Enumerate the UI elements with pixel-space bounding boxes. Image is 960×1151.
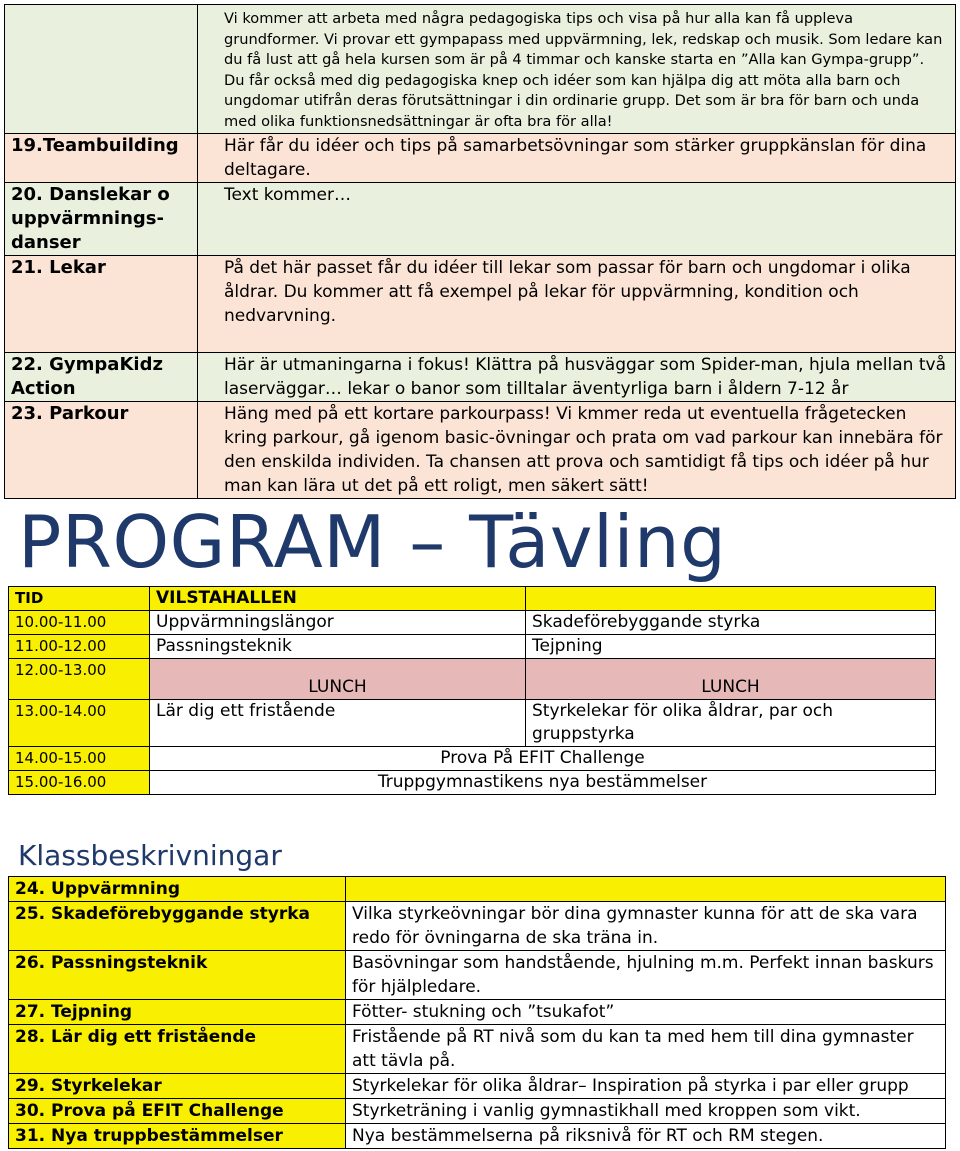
class-row (9, 1025, 946, 1074)
schedule-session-combined: Truppgymnastikens nya bestämmelser (150, 771, 936, 795)
schedule-row (9, 659, 936, 700)
class-name: 25. Skadeförebyggande styrka (9, 902, 346, 951)
course-description: Här får du idéer och tips på samarbetsövningar som stärker gruppkänslan för dina deltagare. (198, 134, 956, 183)
course-number-line: 20. Danslekar o (11, 184, 170, 205)
class-description: Nya bestämmelserna på riksnivå för RT och RM stegen. (346, 1124, 946, 1149)
course-row (5, 134, 956, 183)
class-row (9, 1000, 946, 1025)
schedule-session: Uppvärmningslängor (150, 611, 526, 635)
schedule-table (8, 586, 936, 795)
class-name: 27. Tejpning (9, 1000, 346, 1025)
class-description: Vilka styrkeövningar bör dina gymnaster kunna för att de ska vara redo för övningarna de ska träna in. (346, 902, 946, 951)
course-number: 23. Parkour (5, 402, 198, 499)
schedule-session: Styrkelekar för olika åldrar, par och gruppstyrka (526, 700, 936, 747)
class-description: Basövningar som handstående, hjulning m.m. Perfekt innan baskurs för hjälpledare. (346, 951, 946, 1000)
schedule-session: Passningsteknik (150, 635, 526, 659)
schedule-session: Tejpning (526, 635, 936, 659)
schedule-header-empty (526, 587, 936, 611)
class-row (9, 902, 946, 951)
course-number-line: 22. GympaKidz (11, 354, 163, 375)
class-row (9, 1099, 946, 1124)
class-name: 24. Uppvärmning (9, 877, 346, 902)
course-row (5, 5, 956, 134)
schedule-lunch: LUNCH (150, 659, 526, 700)
course-number: 21. Lekar (5, 256, 198, 353)
class-row (9, 951, 946, 1000)
schedule-time: 11.00-12.00 (9, 635, 150, 659)
course-row (5, 183, 956, 256)
class-row (9, 1124, 946, 1149)
course-description: På det här passet får du idéer till lekar som passar för barn och ungdomar i olika åldrar. Du kommer att få exempel på lekar för uppvärmning, kondition och nedvarvning. (198, 256, 956, 353)
class-name: 29. Styrkelekar (9, 1074, 346, 1099)
class-descriptions-title: Klassbeskrivningar (18, 839, 282, 872)
schedule-time: 12.00-13.00 (9, 659, 150, 700)
course-description: Vi kommer att arbeta med några pedagogiska tips och visa på hur alla kan få uppleva grundformer. Vi provar ett gympapass med uppvärmning, lek, redskap och musik. Som ledare kan du få lust att gå hela kursen som är på 4 timmar och kanske starta en ”Alla kan Gympa-grupp”. Du får också med dig pedagogiska knep och idéer som kan hjälpa dig att möta alla barn och ungdomar utifrån deras förutsättningar i din ordinarie grupp. Det som är bra för barn och unda med olika funktionsnedsättningar är ofta bra för alla! (198, 5, 956, 134)
course-row (5, 353, 956, 402)
course-number: 19.Teambuilding (5, 134, 198, 183)
schedule-row (9, 611, 936, 635)
schedule-header-time: TID (9, 587, 150, 611)
course-description: Här är utmaningarna i fokus! Klättra på husväggar som Spider-man, hjula mellan två laserväggar… lekar o banor som tilltalar äventyrliga barn i åldern 7-12 år (198, 353, 956, 402)
schedule-time: 13.00-14.00 (9, 700, 150, 747)
schedule-row (9, 635, 936, 659)
course-number (5, 5, 198, 134)
class-name: 30. Prova på EFIT Challenge (9, 1099, 346, 1124)
class-name: 28. Lär dig ett fristående (9, 1025, 346, 1074)
schedule-header-venue: VILSTAHALLEN (150, 587, 526, 611)
schedule-session-combined: Prova På EFIT Challenge (150, 747, 936, 771)
course-description: Häng med på ett kortare parkourpass! Vi kmmer reda ut eventuella frågetecken kring parkour, gå igenom basic-övningar och prata om vad parkour kan innebära för den enskilda individen. Ta chansen att prova och samtidigt få tips och idéer på hur man kan lära ut det på ett roligt, men säkert sätt! (198, 402, 956, 499)
class-description: Fötter- stukning och ”tsukafot” (346, 1000, 946, 1025)
course-number (5, 353, 198, 402)
course-number-line: uppvärmnings- (11, 208, 164, 229)
schedule-row (9, 747, 936, 771)
schedule-time: 10.00-11.00 (9, 611, 150, 635)
course-number (5, 183, 198, 256)
class-row (9, 877, 946, 902)
course-row (5, 402, 956, 499)
schedule-time: 14.00-15.00 (9, 747, 150, 771)
schedule-row (9, 771, 936, 795)
class-description: Styrkelekar för olika åldrar– Inspiration på styrka i par eller grupp (346, 1074, 946, 1099)
program-title: PROGRAM – Tävling (18, 500, 727, 584)
course-description: Text kommer… (198, 183, 956, 256)
schedule-session: Skadeförebyggande styrka (526, 611, 936, 635)
schedule-row (9, 700, 936, 747)
class-description: Fristående på RT nivå som du kan ta med hem till dina gymnaster att tävla på. (346, 1025, 946, 1074)
class-row (9, 1074, 946, 1099)
schedule-lunch: LUNCH (526, 659, 936, 700)
class-description: Styrketräning i vanlig gymnastikhall med kroppen som vikt. (346, 1099, 946, 1124)
class-name: 26. Passningsteknik (9, 951, 346, 1000)
schedule-header-row (9, 587, 936, 611)
class-description (346, 877, 946, 902)
course-number-line: danser (11, 232, 81, 253)
course-number-line: Action (11, 378, 76, 399)
class-name: 31. Nya truppbestämmelser (9, 1124, 346, 1149)
schedule-session: Lär dig ett fristående (150, 700, 526, 747)
schedule-time: 15.00-16.00 (9, 771, 150, 795)
class-table (8, 876, 946, 1149)
course-table (4, 4, 956, 499)
course-row (5, 256, 956, 353)
